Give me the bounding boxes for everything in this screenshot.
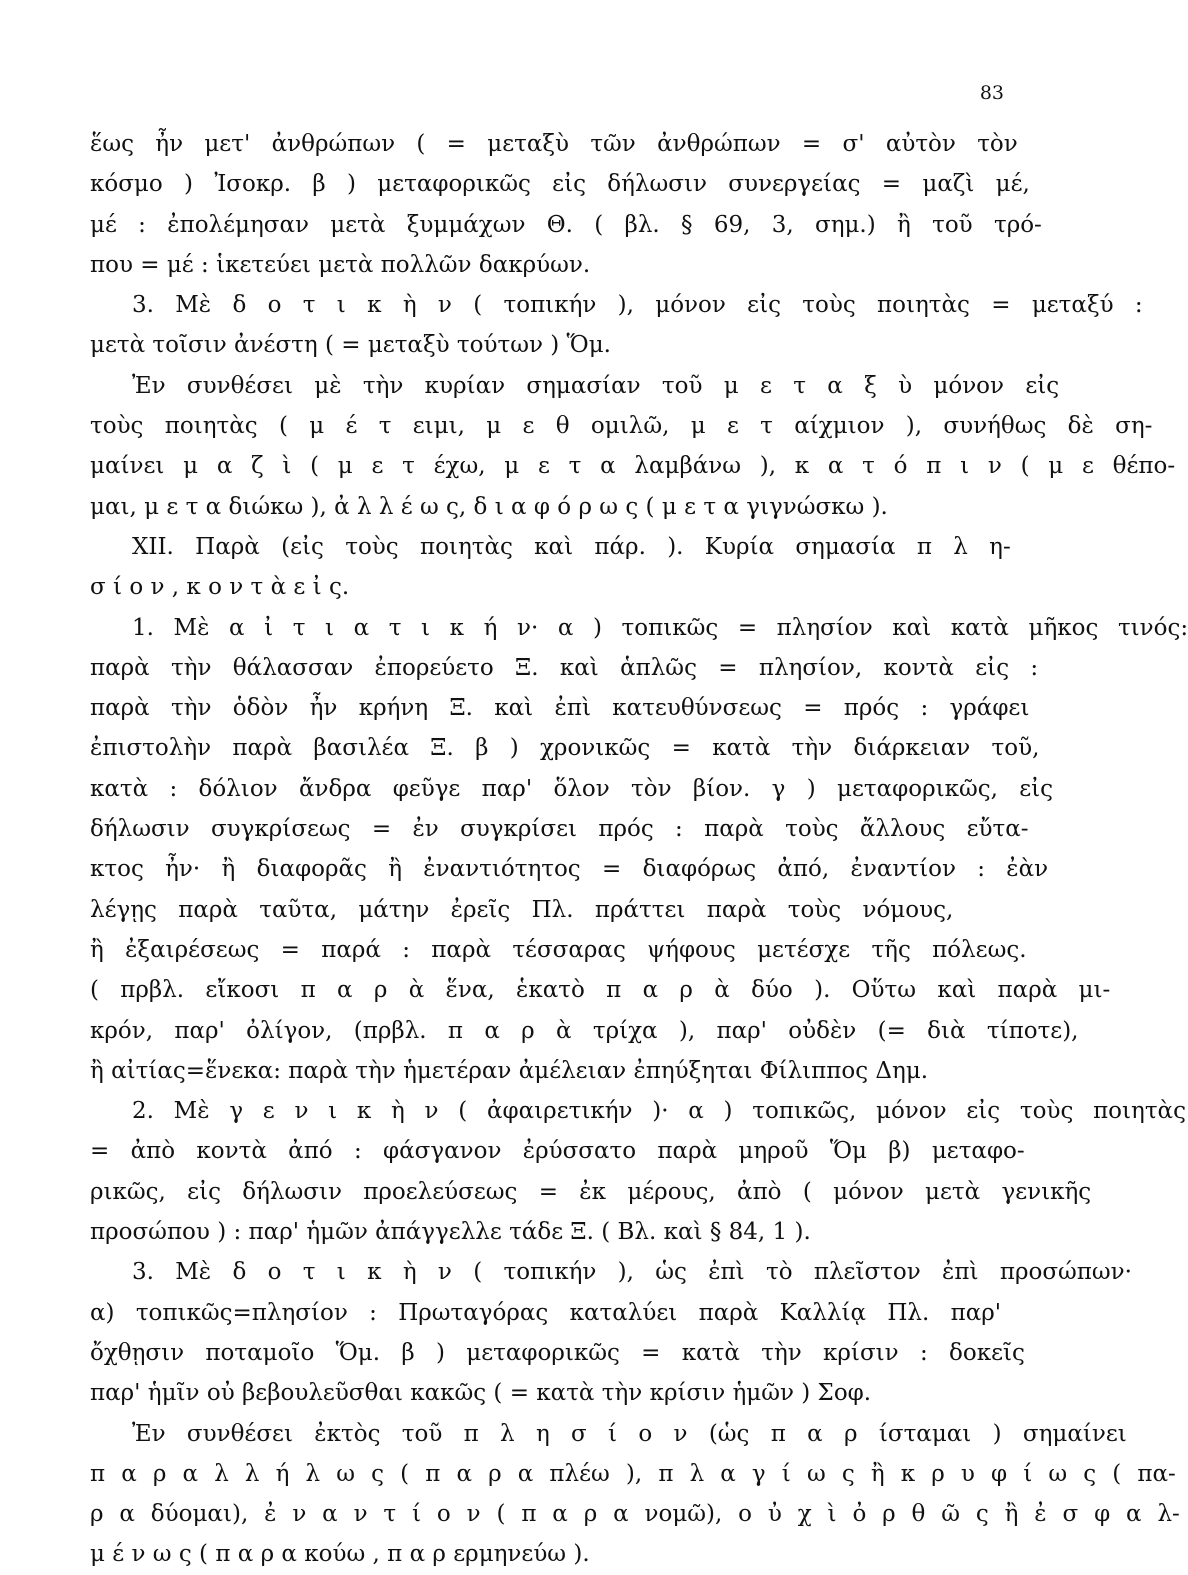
- text-line: ἢ ἐξαιρέσεως = παρά : παρὰ τέσσαρας ψήφους μετέσχε τῆς πόλεως.: [90, 936, 1027, 963]
- text-line: μ έ ν ω ς ( π α ρ α κούω , π α ρ ερμηνεύω ).: [90, 1541, 590, 1568]
- text-line: λέγῃς παρὰ ταῦτα, μάτην ἐρεῖς Πλ. πράττει παρὰ τοὺς νόμους,: [90, 896, 954, 923]
- text-line: ὄχθῃσιν ποταμοῖο Ὅμ. β ) μεταφορικῶς = κατὰ τὴν κρίσιν : δοκεῖς: [90, 1339, 1025, 1366]
- text-line: Ἐν συνθέσει μὲ τὴν κυρίαν σημασίαν τοῦ μ ε τ α ξ ὺ μόνον εἰς: [132, 372, 1060, 399]
- text-line: τοὺς ποιητὰς ( μ έ τ ειμι, μ ε θ ομιλῶ, μ ε τ αίχμιον ), συνήθως δὲ ση-: [90, 413, 1153, 440]
- text-line: ἢ αἰτίας=ἕνεκα: παρὰ τὴν ἡμετέραν ἀμέλειαν ἐπηύξηται Φίλιππος Δημ.: [90, 1057, 929, 1084]
- body-text: [90, 124, 1188, 1575]
- text-line: κατὰ : δόλιον ἄνδρα φεῦγε παρ' ὅλον τὸν βίον. γ ) μεταφορικῶς, εἰς: [90, 775, 1054, 802]
- text-line: Ἐν συνθέσει ἐκτὸς τοῦ π λ η σ ί ο ν (ὡς π α ρ ίσταμαι ) σημαίνει: [132, 1420, 1127, 1447]
- text-line: παρ' ἡμῖν οὐ βεβουλεῦσθαι κακῶς ( = κατὰ τὴν κρίσιν ἡμῶν ) Σοφ.: [90, 1380, 872, 1407]
- text-line: 3. Μὲ δ ο τ ι κ ὴ ν ( τοπικήν ), ὡς ἐπὶ τὸ πλεῖστον ἐπὶ προσώπων·: [132, 1259, 1132, 1286]
- text-line: κόσμο ) Ἰσοκρ. β ) μεταφορικῶς εἰς δήλωσιν συνεργείας = μαζὶ μέ,: [90, 171, 1030, 198]
- text-line: π α ρ α λ λ ή λ ω ς ( π α ρ α πλέω ), π λ α γ ί ω ς ἢ κ ρ υ φ ί ω ς ( πα-: [90, 1460, 1176, 1487]
- text-line: παρὰ τὴν ὁδὸν ἦν κρήνη Ξ. καὶ ἐπὶ κατευθύνσεως = πρός : γράφει: [90, 695, 1030, 722]
- text-line: ρ α δύομαι), ἐ ν α ν τ ί ο ν ( π α ρ α νομῶ), ο ὐ χ ὶ ὀ ρ θ ῶ ς ἢ ἐ σ φ α λ-: [90, 1501, 1180, 1528]
- text-line: μετὰ τοῖσιν ἀνέστη ( = μεταξὺ τούτων ) Ὅμ.: [90, 332, 611, 359]
- text-line: κτος ἦν· ἢ διαφορᾶς ἢ ἐναντιότητος = διαφόρως ἀπό, ἐναντίον : ἐὰν: [90, 856, 1049, 883]
- page-number: 83: [979, 82, 1004, 104]
- text-line: α) τοπικῶς=πλησίον : Πρωταγόρας καταλύει παρὰ Καλλίᾳ Πλ. παρ': [90, 1299, 1002, 1326]
- text-line: ( πρβλ. εἴκοσι π α ρ ὰ ἕνα, ἑκατὸ π α ρ ὰ δύο ). Οὕτω καὶ παρὰ μι-: [90, 977, 1111, 1004]
- text-line: 2. Μὲ γ ε ν ι κ ὴ ν ( ἀφαιρετικήν )· α ) τοπικῶς, μόνον εἰς τοὺς ποιητὰς: [132, 1098, 1186, 1125]
- text-line: μέ : ἐπολέμησαν μετὰ ξυμμάχων Θ. ( βλ. § 69, 3, σημ.) ἢ τοῦ τρό-: [90, 211, 1042, 238]
- text-line: ἐπιστολὴν παρὰ βασιλέα Ξ. β ) χρονικῶς = κατὰ τὴν διάρκειαν τοῦ,: [90, 735, 1040, 762]
- text-line: προσώπου ) : παρ' ἡμῶν ἀπάγγελλε τάδε Ξ. ( Βλ. καὶ § 84, 1 ).: [90, 1219, 811, 1246]
- text-line: κρόν, παρ' ὀλίγον, (πρβλ. π α ρ ὰ τρίχα ), παρ' οὐδὲν (= διὰ τίποτε),: [90, 1017, 1079, 1044]
- text-line: που = μέ : ἱκετεύει μετὰ πολλῶν δακρύων.: [90, 251, 591, 278]
- text-line: = ἀπὸ κοντὰ ἀπό : φάσγανον ἐρύσσατο παρὰ μηροῦ Ὅμ β) μεταφο-: [90, 1138, 1025, 1165]
- text-line: ἕως ἦν μετ' ἀνθρώπων ( = μεταξὺ τῶν ἀνθρώπων = σ' αὐτὸν τὸν: [90, 131, 1018, 157]
- text-line: μαι, μ ε τ α διώκω ), ἀ λ λ έ ω ς, δ ι α φ ό ρ ω ς ( μ ε τ α γιγνώσκω ).: [90, 493, 888, 520]
- text-line: παρὰ τὴν θάλασσαν ἐπορεύετο Ξ. καὶ ἁπλῶς = πλησίον, κοντὰ εἰς :: [90, 654, 1039, 681]
- text-line: 1. Μὲ α ἰ τ ι α τ ι κ ή ν· α ) τοπικῶς = πλησίον καὶ κατὰ μῆκος τινός:: [132, 614, 1188, 641]
- text-line: ρικῶς, εἰς δήλωσιν προελεύσεως = ἐκ μέρους, ἀπὸ ( μόνον μετὰ γενικῆς: [90, 1178, 1092, 1205]
- text-line: μαίνει μ α ζ ὶ ( μ ε τ έχω, μ ε τ α λαμβάνω ), κ α τ ό π ι ν ( μ ε θέπο-: [90, 453, 1176, 480]
- text-line: σ ί ο ν , κ ο ν τ ὰ ε ἰ ς.: [90, 574, 350, 601]
- text-line: 3. Μὲ δ ο τ ι κ ὴ ν ( τοπικήν ), μόνον εἰς τοὺς ποιητὰς = μεταξύ :: [132, 292, 1143, 319]
- text-line: δήλωσιν συγκρίσεως = ἐν συγκρίσει πρός : παρὰ τοὺς ἄλλους εὔτα-: [90, 816, 1029, 843]
- text-line: XII. Παρὰ (εἰς τοὺς ποιητὰς καὶ πάρ. ). Κυρία σημασία π λ η-: [132, 533, 1011, 560]
